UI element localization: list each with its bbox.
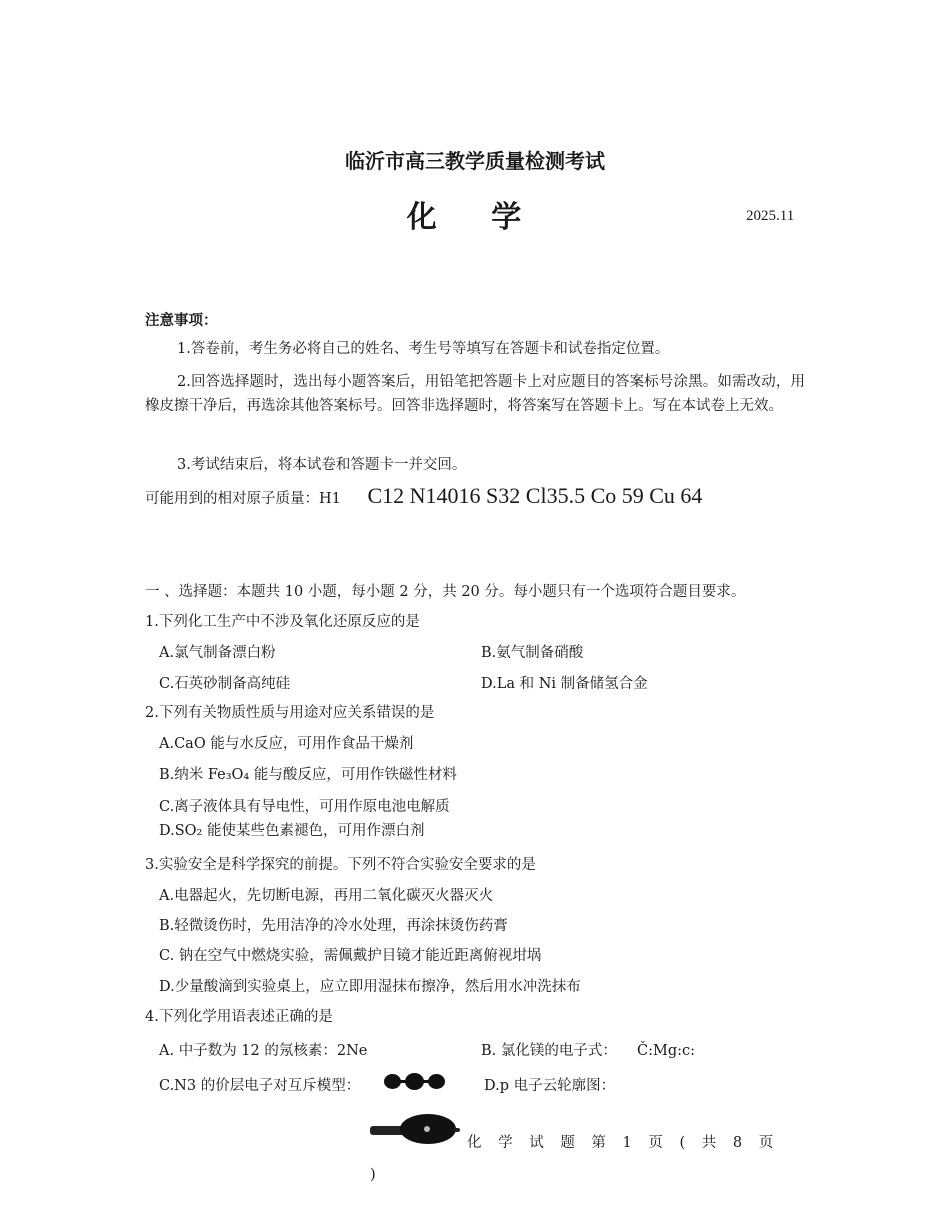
page-footer: 化 学 试 题 第 1 页 ( 共 8 页 — [467, 1135, 780, 1151]
question-1-stem: 1.下列化工生产中不涉及氧化还原反应的是 — [145, 614, 420, 630]
q4-option-d: D.p 电子云轮廓图： — [484, 1078, 616, 1094]
orbital-nucleus — [424, 1126, 430, 1132]
q3-option-c: C. 钠在空气中燃烧实验，需佩戴护目镜才能近距离俯视坩埚 — [159, 948, 542, 964]
atomic-mass-values: C12 N14016 S32 Cl35.5 Co 59 Cu 64 — [367, 483, 703, 508]
atomic-mass-label: 可能用到的相对原子质量：H1 — [145, 491, 341, 507]
q2-option-a: A.CaO 能与水反应，可用作食品干燥剂 — [159, 736, 414, 752]
vsepr-lobe-right — [428, 1074, 445, 1089]
subject-title: 化 学 — [406, 200, 544, 235]
notice-item-1: 1.答卷前，考生务必将自己的姓名、考生号等填写在答题卡和试卷指定位置。 — [177, 341, 670, 357]
vsepr-model-figure — [384, 1071, 446, 1093]
q4-option-a: A. 中子数为 12 的氖核素：2Ne — [159, 1043, 368, 1059]
q4-option-b: B. 氯化镁的电子式： — [481, 1043, 617, 1059]
exam-title: 临沂市高三教学质量检测考试 — [345, 149, 605, 173]
page-footer-close: ) — [370, 1167, 376, 1183]
q3-option-a: A.电器起火，先切断电源，再用二氧化碳灭火器灭火 — [159, 888, 494, 904]
q1-option-a: A.氯气制备漂白粉 — [159, 645, 276, 661]
exam-date: 2025.11 — [746, 208, 795, 224]
notice-item-2: 2.回答选择题时，选出每小题答案后，用铅笔把答题卡上对应题目的答案标号涂黑。如需改动，用橡皮擦干净后，再选涂其他答案标号。回答非选择题时，将答案写在答题卡上。写在本试卷上无效。 — [145, 374, 805, 414]
vsepr-lobe-left — [384, 1074, 401, 1089]
question-2-stem: 2.下列有关物质性质与用途对应关系错误的是 — [145, 705, 435, 721]
q1-option-d: D.La 和 Ni 制备储氢合金 — [481, 676, 648, 692]
q4-option-c: C.N3 的价层电子对互斥模型： — [159, 1078, 361, 1094]
q2-option-c: C.离子液体具有导电性，可用作原电池电解质 — [159, 799, 450, 815]
vsepr-lobe-center — [405, 1073, 424, 1090]
q2-option-b: B.纳米 Fe₃O₄ 能与酸反应，可用作铁磁性材料 — [159, 767, 457, 783]
p-orbital-figure — [370, 1113, 462, 1147]
notice-item-3: 3.考试结束后，将本试卷和答题卡一并交回。 — [177, 457, 467, 473]
q1-option-c: C.石英砂制备高纯硅 — [159, 676, 291, 692]
orbital-tail — [454, 1128, 460, 1132]
atomic-mass-line — [145, 483, 703, 509]
q1-option-b: B.氨气制备硝酸 — [481, 645, 584, 661]
notice-heading: 注意事项： — [145, 313, 218, 329]
q2-option-d: D.SO₂ 能使某些色素褪色，可用作漂白剂 — [159, 823, 425, 839]
q3-option-d: D.少量酸滴到实验桌上，应立即用湿抹布擦净，然后用水冲洗抹布 — [159, 979, 581, 995]
q3-option-b: B.轻微烫伤时，先用洁净的冷水处理，再涂抹烫伤药膏 — [159, 918, 508, 934]
question-3-stem: 3.实验安全是科学探究的前提。下列不符合实验安全要求的是 — [145, 857, 536, 873]
section-heading: 一 、选择题：本题共 10 小题，每小题 2 分，共 20 分。每小题只有一个选项符合题目要求。 — [145, 584, 746, 600]
question-4-stem: 4.下列化学用语表述正确的是 — [145, 1009, 333, 1025]
electron-formula: Č:Mg:c: — [637, 1043, 695, 1059]
